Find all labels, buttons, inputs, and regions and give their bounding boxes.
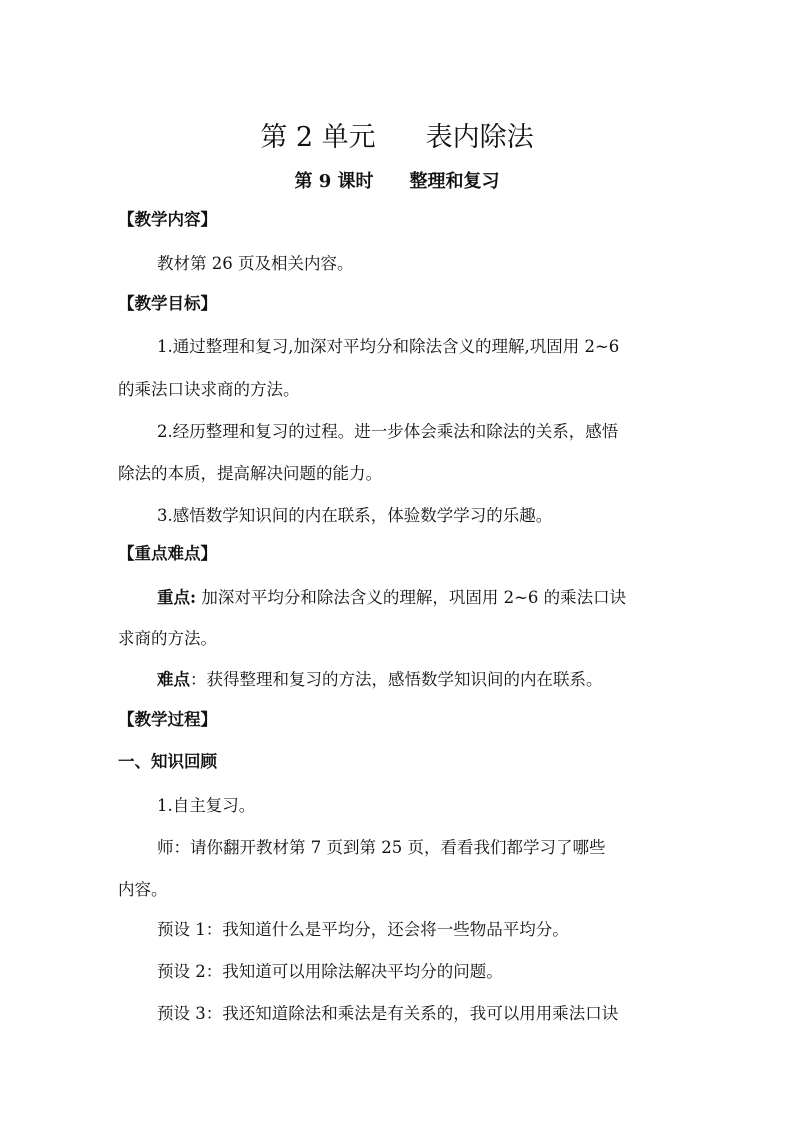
objective-2-line-2: 除法的本质，提高解决问题的能力。: [118, 464, 382, 483]
unit-number: 第 2 单元: [260, 122, 376, 153]
difficulty-line: [157, 666, 603, 694]
preset-3: 预设 3：我还知道除法和乘法是有关系的，我可以用用乘法口诀: [157, 1004, 619, 1023]
objective-1-line-1: 1.通过整理和复习,加深对平均分和除法含义的理解,巩固用 2~6: [157, 337, 620, 356]
content-text: 教材第 26 页及相关内容。: [157, 254, 354, 273]
objectives-heading: 【教学目标】: [118, 294, 217, 313]
lesson-subtitle: [0, 168, 794, 196]
key-points-heading: 【重点难点】: [118, 544, 217, 563]
objective-3: 3.感悟数学知识间的内在联系，体验数学学习的乐趣。: [157, 506, 553, 525]
key-point-line-2: 求商的方法。: [118, 629, 217, 648]
unit-name: 表内除法: [425, 122, 534, 153]
key-point-label: 重点:: [157, 588, 197, 607]
lesson-number: 第 9 课时: [294, 171, 374, 192]
teacher-line-2: 内容。: [118, 880, 168, 899]
key-point-text: 加深对平均分和除法含义的理解，巩固用 2~6 的乘法口诀: [196, 588, 627, 607]
lesson-name: 整理和复习: [409, 171, 500, 192]
difficulty-text: ：获得整理和复习的方法，感悟数学知识间的内在联系。: [190, 670, 603, 689]
objective-1-line-2: 的乘法口诀求商的方法。: [118, 380, 300, 399]
objective-2-line-1: 2.经历整理和复习的过程。进一步体会乘法和除法的关系，感悟: [157, 422, 619, 441]
content-heading: 【教学内容】: [118, 210, 217, 229]
preset-2: 预设 2：我知道可以用除法解决平均分的问题。: [157, 962, 503, 981]
process-heading: 【教学过程】: [118, 710, 217, 729]
difficulty-label: 难点: [157, 670, 190, 689]
section-1-heading: 一、知识回顾: [118, 752, 217, 771]
step-1: 1.自主复习。: [157, 796, 256, 815]
unit-title: [0, 118, 794, 158]
key-point-line-1: [157, 584, 626, 612]
preset-1: 预设 1：我知道什么是平均分，还会将一些物品平均分。: [157, 920, 569, 939]
teacher-line-1: 师：请你翻开教材第 7 页到第 25 页，看看我们都学习了哪些: [157, 838, 606, 857]
